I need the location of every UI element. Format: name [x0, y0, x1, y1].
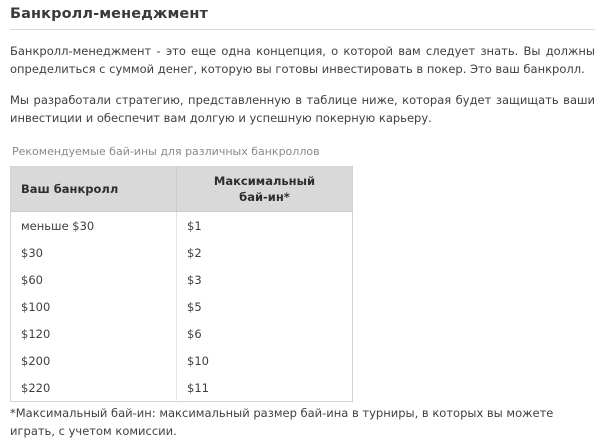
intro-paragraph: Банкролл-менеджмент - это еще одна концепция, о которой вам следует знать. Вы должны определиться с суммой денег, которую вы готовы инвестировать в покер. Это ваш банкролл. — [10, 44, 595, 76]
column-header-max-buyin — [177, 167, 353, 212]
cell-buyin: $2 — [177, 239, 353, 266]
column-header-bankroll: Ваш банкролл — [11, 167, 177, 212]
page-title: Банкролл-менеджмент — [10, 6, 208, 22]
article-page — [0, 6, 605, 441]
table-footnote: *Максимальный бай-ин: максимальный размер бай-ина в турниры, в которых вы можете играть, с учетом комиссии. — [10, 406, 554, 438]
column-header-max-buyin-line2: бай-ин* — [239, 190, 290, 204]
table-row — [11, 347, 353, 374]
cell-buyin: $5 — [177, 293, 353, 320]
cell-buyin: $10 — [177, 347, 353, 374]
cell-buyin: $1 — [177, 212, 353, 240]
table-row — [11, 293, 353, 320]
column-header-max-buyin-line1: Максимальный — [213, 174, 316, 188]
table-row — [11, 374, 353, 402]
cell-buyin: $3 — [177, 266, 353, 293]
cell-bankroll: меньше $30 — [11, 212, 177, 240]
cell-bankroll: $200 — [11, 347, 177, 374]
table-row — [11, 320, 353, 347]
table-caption: Рекомендуемые бай-ины для различных банкроллов — [12, 145, 320, 158]
cell-bankroll: $30 — [11, 239, 177, 266]
cell-bankroll: $60 — [11, 266, 177, 293]
table-row — [11, 212, 353, 240]
cell-bankroll: $220 — [11, 374, 177, 402]
bankroll-buyin-table — [10, 166, 353, 402]
cell-buyin: $11 — [177, 374, 353, 402]
cell-buyin: $6 — [177, 320, 353, 347]
table-row — [11, 266, 353, 293]
cell-bankroll: $120 — [11, 320, 177, 347]
table-row — [11, 239, 353, 266]
cell-bankroll: $100 — [11, 293, 177, 320]
strategy-paragraph: Мы разработали стратегию, представленную в таблице ниже, которая будет защищать ваши инвестиции и обеспечит вам долгую и успешную покерную карьеру. — [10, 93, 595, 125]
table-header-row — [11, 167, 353, 212]
title-divider — [10, 29, 595, 30]
